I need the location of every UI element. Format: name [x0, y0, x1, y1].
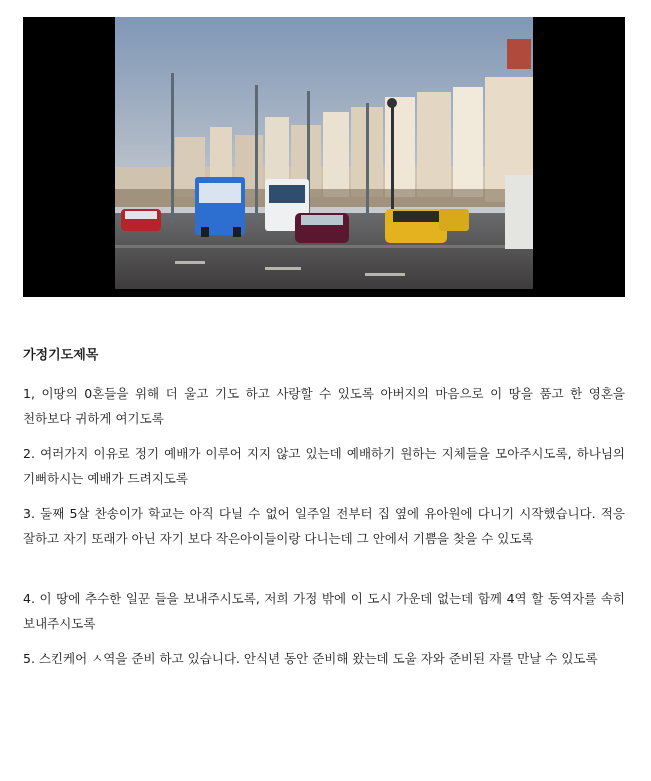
page-title: 가정기도제목 — [23, 348, 99, 363]
prayer-item-4: 4. 이 땅에 추수한 일꾼 들을 보내주시도록, 저희 가정 밖에 이 도시 가운데 없는데 함께 4역 할 동역자를 속히 보내주시도록 — [23, 591, 625, 631]
document-body — [23, 345, 625, 681]
photo-frame — [23, 17, 625, 297]
street-photo — [115, 17, 533, 289]
prayer-item-2: 2. 여러가지 이유로 정기 예배가 이루어 지지 않고 있는데 예배하기 원하는 지체들을 모아주시도록, 하나님의 기뻐하시는 예배가 드려지도록 — [23, 446, 625, 486]
prayer-item-1: 1, 이땅의 0혼들을 위해 더 울고 기도 하고 사랑할 수 있도록 아버지의 마음으로 이 땅을 품고 한 영혼을 천하보다 귀하게 여기도록 — [23, 386, 625, 426]
spacer — [23, 561, 625, 586]
prayer-item-5: 5. 스킨케어 ㅅ역을 준비 하고 있습니다. 안식년 동안 준비해 왔는데 도울 자와 준비된 자를 만날 수 있도록 — [23, 651, 598, 666]
prayer-item-3: 3. 둘째 5살 찬송이가 학교는 아직 다닐 수 없어 일주일 전부터 집 옆에 유아원에 다니기 시작했습니다. 적응 잘하고 자기 또래가 아닌 자기 보다 작은아이들이랑 다니는데 그 안에서 기쁨을 찾을 수 있도록 — [23, 506, 625, 546]
